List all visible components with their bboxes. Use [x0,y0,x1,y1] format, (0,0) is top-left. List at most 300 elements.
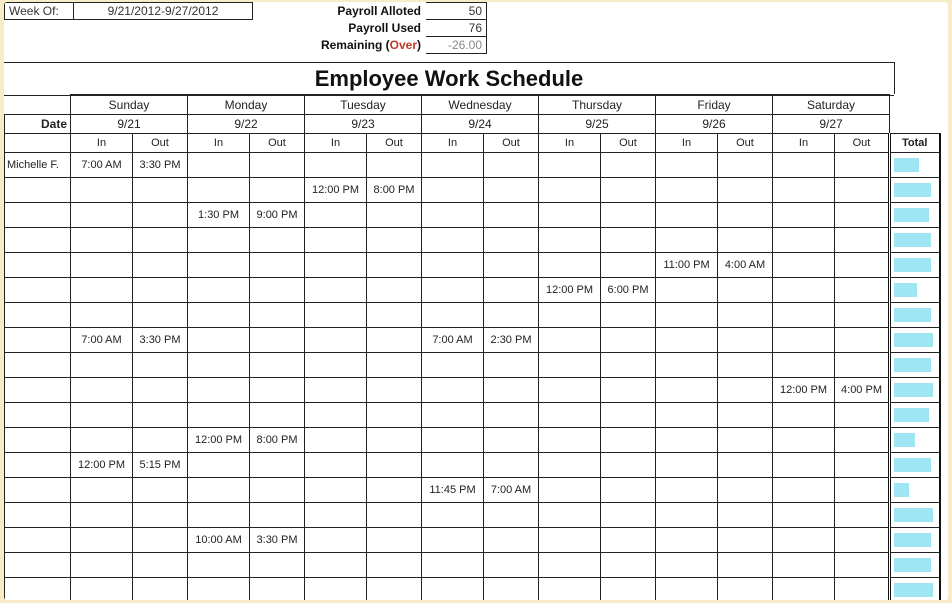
shift-out-cell[interactable] [133,178,188,203]
shift-in-cell[interactable] [422,503,484,528]
shift-out-cell[interactable] [835,553,890,578]
shift-out-cell[interactable] [250,303,305,328]
shift-out-cell[interactable] [367,428,422,453]
shift-in-cell[interactable] [773,328,835,353]
shift-out-cell[interactable] [835,328,890,353]
shift-in-cell[interactable]: 1:30 PM [188,203,250,228]
shift-in-cell[interactable] [539,178,601,203]
shift-in-cell[interactable]: 12:00 PM [305,178,367,203]
total-cell[interactable] [890,353,940,378]
shift-out-cell[interactable] [133,278,188,303]
shift-out-cell[interactable] [601,578,656,601]
shift-out-cell[interactable]: 3:30 PM [250,528,305,553]
shift-out-cell[interactable]: 6:00 PM [601,278,656,303]
payroll-alloted-value[interactable]: 50 [426,3,487,20]
shift-in-cell[interactable] [422,403,484,428]
day-name-4: Thursday [539,95,656,115]
shift-out-cell[interactable] [250,578,305,601]
total-hours-bar [894,258,931,272]
shift-in-cell[interactable] [71,203,133,228]
shift-out-cell[interactable] [484,378,539,403]
shift-in-cell[interactable] [188,228,250,253]
total-cell[interactable] [890,328,940,353]
shift-in-cell[interactable] [71,428,133,453]
shift-in-cell[interactable] [656,228,718,253]
shift-in-cell[interactable] [773,153,835,178]
shift-out-cell[interactable] [835,303,890,328]
shift-in-cell[interactable] [656,528,718,553]
shift-out-cell[interactable] [718,403,773,428]
shift-in-cell[interactable] [539,253,601,278]
shift-in-cell[interactable] [422,253,484,278]
shift-out-cell[interactable] [250,403,305,428]
employee-name-cell[interactable] [5,403,71,428]
shift-out-cell[interactable] [250,278,305,303]
shift-out-cell[interactable] [601,453,656,478]
shift-in-cell[interactable] [188,328,250,353]
shift-in-cell[interactable] [71,303,133,328]
shift-in-cell[interactable] [71,228,133,253]
shift-in-cell[interactable] [656,478,718,503]
shift-out-cell[interactable] [601,403,656,428]
shift-out-cell[interactable] [133,478,188,503]
shift-in-cell[interactable] [188,478,250,503]
shift-out-cell[interactable] [484,153,539,178]
shift-in-cell[interactable] [422,153,484,178]
shift-out-cell[interactable] [718,353,773,378]
employee-name-cell[interactable] [5,428,71,453]
total-cell[interactable] [890,278,940,303]
shift-in-cell[interactable] [539,478,601,503]
shift-out-cell[interactable] [250,503,305,528]
day-name-1: Monday [188,95,305,115]
shift-in-cell[interactable] [539,578,601,601]
shift-in-cell[interactable] [422,553,484,578]
shift-in-cell[interactable] [773,278,835,303]
shift-in-cell[interactable] [305,428,367,453]
shift-in-cell[interactable] [656,303,718,328]
shift-in-cell[interactable] [656,178,718,203]
shift-in-cell[interactable] [188,578,250,601]
shift-in-cell[interactable] [71,578,133,601]
shift-out-cell[interactable] [718,153,773,178]
shift-in-cell[interactable] [539,403,601,428]
shift-out-cell[interactable] [484,203,539,228]
shift-out-cell[interactable] [835,428,890,453]
shift-out-cell[interactable] [133,253,188,278]
shift-out-cell[interactable] [484,453,539,478]
shift-out-cell[interactable] [367,553,422,578]
shift-in-cell[interactable] [773,528,835,553]
shift-out-cell[interactable] [835,528,890,553]
shift-out-cell[interactable] [835,153,890,178]
shift-in-cell[interactable] [71,253,133,278]
shift-out-cell[interactable] [133,553,188,578]
total-hours-bar [894,333,933,347]
remaining-value[interactable]: -26.00 [426,37,487,54]
total-cell[interactable] [890,578,940,601]
shift-out-cell[interactable] [601,253,656,278]
shift-in-cell[interactable] [422,203,484,228]
shift-out-cell[interactable] [367,453,422,478]
shift-in-cell[interactable]: 12:00 PM [188,428,250,453]
shift-out-cell[interactable] [367,203,422,228]
shift-out-cell[interactable] [601,303,656,328]
shift-in-cell[interactable] [71,528,133,553]
shift-out-cell[interactable] [601,203,656,228]
employee-name-cell[interactable] [5,253,71,278]
shift-out-cell[interactable] [250,378,305,403]
shift-in-cell[interactable]: 7:00 AM [71,328,133,353]
shift-in-cell[interactable] [305,403,367,428]
shift-out-cell[interactable]: 5:15 PM [133,453,188,478]
shift-in-cell[interactable] [656,328,718,353]
shift-out-cell[interactable] [484,428,539,453]
shift-out-cell[interactable] [367,503,422,528]
shift-in-cell[interactable] [422,278,484,303]
shift-out-cell[interactable] [367,378,422,403]
total-cell[interactable] [890,228,940,253]
shift-out-cell[interactable] [133,503,188,528]
shift-in-cell[interactable] [305,378,367,403]
shift-out-cell[interactable] [484,578,539,601]
shift-in-cell[interactable] [305,528,367,553]
employee-name-cell[interactable] [5,178,71,203]
total-cell[interactable] [890,553,940,578]
shift-in-cell[interactable] [71,478,133,503]
shift-in-cell[interactable] [422,178,484,203]
shift-in-cell[interactable] [773,453,835,478]
shift-out-cell[interactable] [601,503,656,528]
shift-in-cell[interactable] [305,153,367,178]
shift-out-cell[interactable] [367,478,422,503]
shift-in-cell[interactable]: 10:00 AM [188,528,250,553]
shift-in-cell[interactable] [188,453,250,478]
shift-in-cell[interactable] [305,228,367,253]
total-hours-bar [894,383,933,397]
total-cell[interactable] [890,503,940,528]
shift-in-cell[interactable] [773,203,835,228]
shift-out-cell[interactable] [835,203,890,228]
total-cell[interactable] [890,378,940,403]
shift-out-cell[interactable] [835,228,890,253]
shift-in-cell[interactable] [539,153,601,178]
shift-in-cell[interactable] [188,178,250,203]
shift-in-cell[interactable] [422,528,484,553]
shift-in-cell[interactable]: 11:00 PM [656,253,718,278]
shift-out-cell[interactable] [601,528,656,553]
shift-in-cell[interactable] [422,428,484,453]
shift-out-cell[interactable] [250,178,305,203]
shift-in-cell[interactable] [656,428,718,453]
shift-out-cell[interactable]: 9:00 PM [250,203,305,228]
shift-out-cell[interactable] [250,228,305,253]
shift-in-cell[interactable] [539,528,601,553]
shift-in-cell[interactable]: 12:00 PM [71,453,133,478]
employee-name-cell[interactable] [5,303,71,328]
shift-out-cell[interactable] [601,153,656,178]
shift-out-cell[interactable] [718,503,773,528]
shift-in-cell[interactable] [539,228,601,253]
employee-name-cell[interactable] [5,578,71,601]
shift-in-cell[interactable] [305,353,367,378]
shift-in-cell[interactable] [422,228,484,253]
shift-in-cell[interactable] [188,303,250,328]
shift-out-cell[interactable] [718,453,773,478]
shift-in-cell[interactable] [773,353,835,378]
shift-in-cell[interactable] [656,578,718,601]
employee-name-cell[interactable] [5,228,71,253]
shift-in-cell[interactable] [539,428,601,453]
total-cell[interactable] [890,528,940,553]
shift-in-cell[interactable] [656,403,718,428]
shift-in-cell[interactable] [422,578,484,601]
shift-in-cell[interactable] [539,328,601,353]
shift-in-cell[interactable] [656,353,718,378]
shift-in-cell[interactable] [539,203,601,228]
shift-out-cell[interactable] [367,328,422,353]
shift-in-cell[interactable] [773,503,835,528]
shift-out-cell[interactable] [601,178,656,203]
shift-out-cell[interactable] [718,378,773,403]
shift-out-cell[interactable] [367,303,422,328]
shift-out-cell[interactable] [718,228,773,253]
shift-out-cell[interactable] [133,578,188,601]
shift-in-cell[interactable] [656,378,718,403]
shift-out-cell[interactable] [718,178,773,203]
shift-out-cell[interactable] [250,553,305,578]
shift-out-cell[interactable]: 3:30 PM [133,153,188,178]
shift-in-cell[interactable] [422,378,484,403]
shift-in-cell[interactable] [422,453,484,478]
shift-out-cell[interactable] [835,478,890,503]
shift-out-cell[interactable] [484,278,539,303]
shift-out-cell[interactable] [601,328,656,353]
shift-in-cell[interactable] [71,553,133,578]
schedule-row [5,328,940,353]
shift-in-cell[interactable] [71,378,133,403]
shift-in-cell[interactable] [773,178,835,203]
shift-in-cell[interactable] [71,353,133,378]
shift-out-cell[interactable]: 8:00 PM [367,178,422,203]
shift-out-cell[interactable] [835,253,890,278]
shift-out-cell[interactable] [718,278,773,303]
shift-out-cell[interactable] [250,328,305,353]
shift-in-cell[interactable]: 11:45 PM [422,478,484,503]
total-cell[interactable] [890,403,940,428]
total-cell[interactable] [890,203,940,228]
shift-in-cell[interactable]: 7:00 AM [71,153,133,178]
shift-in-cell[interactable] [188,378,250,403]
shift-out-cell[interactable] [484,253,539,278]
total-hours-bar [894,308,931,322]
employee-name-cell[interactable] [5,503,71,528]
shift-in-cell[interactable] [773,403,835,428]
shift-in-cell[interactable] [656,453,718,478]
shift-in-cell[interactable] [188,353,250,378]
shift-in-cell[interactable] [539,553,601,578]
shift-in-cell[interactable] [305,578,367,601]
shift-out-cell[interactable] [133,428,188,453]
total-cell[interactable] [890,303,940,328]
shift-out-cell[interactable] [601,478,656,503]
shift-out-cell[interactable] [484,178,539,203]
shift-out-cell[interactable] [367,278,422,303]
shift-out-cell[interactable] [835,403,890,428]
week-range-value[interactable]: 9/21/2012-9/27/2012 [74,3,253,20]
shift-out-cell[interactable] [484,303,539,328]
shift-in-cell[interactable] [656,553,718,578]
payroll-used-value[interactable]: 76 [426,20,487,37]
shift-out-cell[interactable]: 3:30 PM [133,328,188,353]
shift-out-cell[interactable] [250,253,305,278]
employee-name-cell[interactable] [5,278,71,303]
shift-out-cell[interactable] [835,578,890,601]
shift-in-cell[interactable] [188,253,250,278]
shift-in-cell[interactable] [539,453,601,478]
shift-out-cell[interactable] [718,303,773,328]
shift-in-cell[interactable] [71,278,133,303]
shift-in-cell[interactable] [656,503,718,528]
shift-in-cell[interactable] [305,303,367,328]
shift-out-cell[interactable] [835,453,890,478]
shift-in-cell[interactable] [656,278,718,303]
shift-out-cell[interactable] [718,553,773,578]
shift-out-cell[interactable] [133,203,188,228]
shift-in-cell[interactable] [305,478,367,503]
shift-out-cell[interactable] [601,228,656,253]
shift-out-cell[interactable] [367,153,422,178]
shift-in-cell[interactable] [71,178,133,203]
shift-out-cell[interactable] [484,353,539,378]
shift-in-cell[interactable] [188,503,250,528]
shift-in-cell[interactable] [773,553,835,578]
employee-name-cell[interactable] [5,478,71,503]
total-cell[interactable] [890,428,940,453]
total-cell[interactable] [890,453,940,478]
shift-out-cell[interactable] [484,503,539,528]
employee-name-cell[interactable]: Michelle F. [5,153,71,178]
shift-out-cell[interactable] [250,478,305,503]
total-cell[interactable] [890,178,940,203]
employee-name-cell[interactable] [5,353,71,378]
shift-out-cell[interactable] [133,353,188,378]
shift-in-cell[interactable] [305,203,367,228]
shift-out-cell[interactable] [250,353,305,378]
employee-name-cell[interactable] [5,203,71,228]
shift-out-cell[interactable] [367,228,422,253]
shift-out-cell[interactable] [601,553,656,578]
shift-out-cell[interactable]: 8:00 PM [250,428,305,453]
shift-out-cell[interactable] [835,503,890,528]
shift-out-cell[interactable] [367,528,422,553]
shift-out-cell[interactable] [601,353,656,378]
total-cell[interactable] [890,153,940,178]
shift-in-cell[interactable] [71,503,133,528]
shift-in-cell[interactable] [656,153,718,178]
shift-in-cell[interactable] [305,278,367,303]
shift-out-cell[interactable] [250,453,305,478]
shift-in-cell[interactable] [71,403,133,428]
shift-out-cell[interactable] [250,153,305,178]
shift-out-cell[interactable] [484,528,539,553]
shift-in-cell[interactable] [305,453,367,478]
shift-out-cell[interactable] [835,178,890,203]
shift-in-cell[interactable] [305,503,367,528]
total-cell[interactable] [890,478,940,503]
shift-in-cell[interactable] [773,253,835,278]
shift-out-cell[interactable] [718,428,773,453]
employee-name-cell[interactable] [5,328,71,353]
shift-in-cell[interactable] [305,553,367,578]
shift-in-cell[interactable] [539,303,601,328]
shift-in-cell[interactable] [422,353,484,378]
shift-in-cell[interactable] [305,253,367,278]
shift-in-cell[interactable] [188,403,250,428]
shift-out-cell[interactable] [133,403,188,428]
shift-out-cell[interactable] [601,378,656,403]
shift-out-cell[interactable] [601,428,656,453]
shift-out-cell[interactable]: 7:00 AM [484,478,539,503]
employee-name-cell[interactable] [5,528,71,553]
shift-out-cell[interactable] [835,278,890,303]
shift-in-cell[interactable] [773,478,835,503]
shift-in-cell[interactable] [422,303,484,328]
employee-name-cell[interactable] [5,378,71,403]
shift-out-cell[interactable] [484,228,539,253]
shift-out-cell[interactable] [367,253,422,278]
shift-out-cell[interactable] [718,203,773,228]
shift-out-cell[interactable]: 4:00 AM [718,253,773,278]
shift-out-cell[interactable] [718,528,773,553]
shift-in-cell[interactable]: 12:00 PM [773,378,835,403]
shift-out-cell[interactable] [484,403,539,428]
shift-out-cell[interactable] [718,478,773,503]
in-header: In [71,134,133,153]
shift-in-cell[interactable] [188,153,250,178]
total-cell[interactable] [890,253,940,278]
shift-in-cell[interactable] [773,578,835,601]
shift-in-cell[interactable] [539,353,601,378]
shift-in-cell[interactable]: 7:00 AM [422,328,484,353]
shift-in-cell[interactable] [188,553,250,578]
shift-out-cell[interactable] [133,528,188,553]
employee-name-cell[interactable] [5,553,71,578]
shift-out-cell[interactable] [367,403,422,428]
shift-out-cell[interactable] [133,228,188,253]
shift-out-cell[interactable] [718,328,773,353]
shift-out-cell[interactable] [367,578,422,601]
shift-in-cell[interactable] [773,428,835,453]
shift-out-cell[interactable] [484,553,539,578]
shift-out-cell[interactable] [718,578,773,601]
shift-out-cell[interactable] [133,303,188,328]
shift-in-cell[interactable] [539,503,601,528]
shift-in-cell[interactable] [773,228,835,253]
shift-out-cell[interactable] [367,353,422,378]
employee-name-cell[interactable] [5,453,71,478]
shift-in-cell[interactable] [539,378,601,403]
shift-in-cell[interactable] [188,278,250,303]
shift-out-cell[interactable] [835,353,890,378]
shift-out-cell[interactable]: 2:30 PM [484,328,539,353]
shift-in-cell[interactable]: 12:00 PM [539,278,601,303]
shift-in-cell[interactable] [773,303,835,328]
shift-in-cell[interactable] [305,328,367,353]
shift-out-cell[interactable]: 4:00 PM [835,378,890,403]
shift-out-cell[interactable] [133,378,188,403]
shift-in-cell[interactable] [656,203,718,228]
